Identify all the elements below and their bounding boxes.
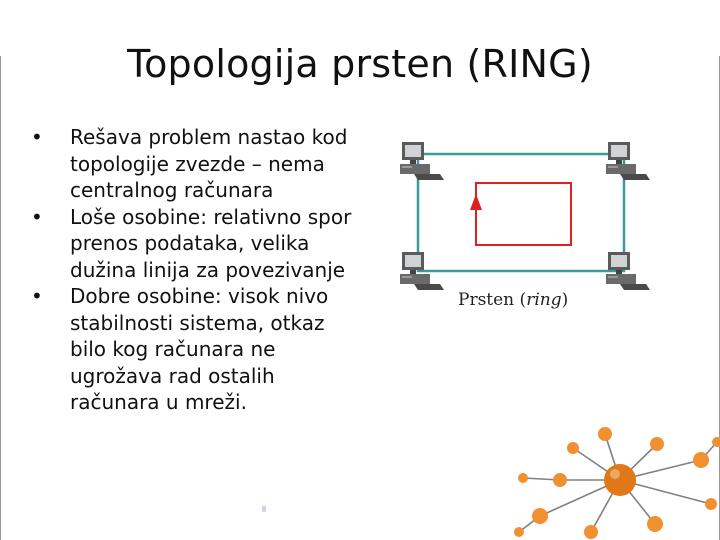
computer-icon — [400, 142, 444, 180]
signal-path — [476, 183, 571, 245]
computer-icon — [606, 142, 650, 180]
bullet-list — [30, 124, 365, 416]
network-node-icon — [518, 473, 528, 483]
network-node-icon — [532, 508, 548, 524]
diagram-caption — [458, 290, 568, 310]
caption-close-paren: ) — [561, 290, 569, 310]
ring-cable — [418, 154, 624, 271]
network-node-icon — [693, 452, 709, 468]
slide-frame-left — [0, 56, 1, 540]
bullet-item: • Rešava problem nastao kod topologije zvezde – nema centralnog računara — [30, 124, 365, 204]
network-node-icon — [553, 473, 567, 487]
network-node-icon — [705, 498, 717, 510]
network-node-icon — [567, 442, 579, 454]
caption-word: Prsten — [458, 290, 515, 310]
slide-title: Topologija prsten (RING) — [127, 42, 593, 86]
network-node-icon — [598, 427, 612, 441]
decorative-mark — [262, 506, 266, 512]
network-node-icon — [584, 525, 598, 539]
bullet-item: • Loše osobine: relativno spor prenos podataka, velika dužina linija za povezivanje — [30, 204, 365, 284]
signal-arrow — [470, 194, 482, 210]
network-hub-graphic — [505, 420, 720, 540]
caption-open-paren: ( — [514, 290, 527, 310]
network-node-icon — [514, 527, 524, 537]
caption-italic: ring — [526, 290, 562, 310]
bullet-item: • Dobre osobine: visok nivo stabilnosti sistema, otkaz bilo kog računara ne ugrožava rad ostalih računara u mreži. — [30, 283, 365, 416]
network-node-icon — [647, 516, 663, 532]
network-hub-icon — [604, 464, 636, 496]
ring-topology-diagram — [388, 126, 666, 316]
network-node-icon — [650, 437, 664, 451]
